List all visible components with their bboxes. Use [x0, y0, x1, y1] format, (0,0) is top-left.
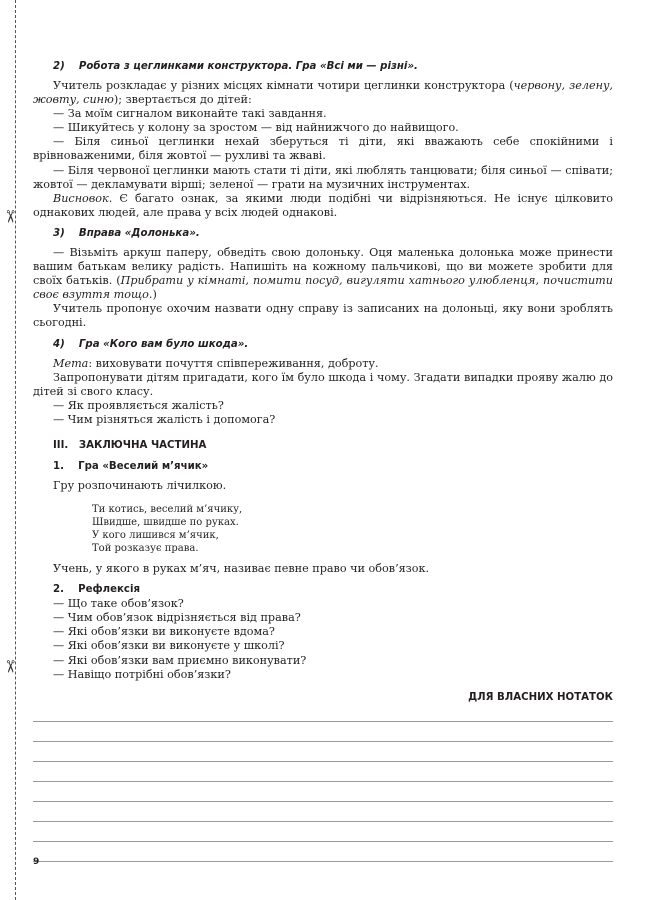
section-2-conclusion — [33, 192, 613, 220]
game-intro: Гру розпочинають лічилкою. — [53, 478, 227, 492]
page-content — [33, 60, 613, 881]
section-2-intro — [33, 79, 613, 107]
reflection-heading: 2. Рефлексія — [53, 584, 140, 596]
scissors-icon: ✂ — [0, 659, 20, 674]
section-4-text: Запропонувати дітям пригадати, кого їм було шкода і чому. Згадати випадки прояву жалю до дітей зі свого класу. — [33, 370, 613, 398]
page-number: 9 — [33, 857, 40, 867]
part-3-heading: III. ЗАКЛЮЧНА ЧАСТИНА — [53, 439, 207, 451]
section-4-question: — Чим різняться жалість і допомога? — [53, 412, 276, 426]
section-2-line: — Шикуйтесь у колону за зростом — від найнижчого до найвищого. — [53, 121, 459, 135]
poem-line: Швидше, швидше по руках. — [92, 517, 239, 529]
note-line[interactable] — [33, 761, 613, 762]
reflection-question: — Що таке обов’язок? — [53, 597, 184, 611]
notes-title: ДЛЯ ВЛАСНИХ НОТАТОК — [468, 691, 613, 703]
section-4-heading: 4) Гра «Кого вам було шкода». — [53, 338, 249, 350]
section-2-line: — Біля червоної цеглинки мають стати ті діти, які люблять танцювати; біля синьої — співати; жовтої — декламувати вірші; зеленої — грати на музичних інструментах. — [33, 163, 613, 191]
poem-line: У кого лишився м’ячик, — [92, 530, 219, 542]
cut-line — [15, 0, 16, 900]
note-line[interactable] — [33, 781, 613, 782]
note-line[interactable] — [33, 801, 613, 802]
intro-colors: червону, зелену, жовту, синю — [33, 79, 613, 107]
note-line[interactable] — [33, 861, 613, 862]
note-line[interactable] — [33, 821, 613, 822]
reflection-question: — Які обов’язки ви виконуєте у школі? — [53, 639, 285, 653]
section-3-examples: Прибрати у кімнаті, помити посуд, вигуляти хатнього улюбленця, почистити своє взуття тощо. — [33, 274, 613, 302]
section-3-instruction: — Візьміть аркуш паперу, обведіть свою долоньку. Оця маленька долонька може принести вашим батькам велику радість. Напишіть на кожному пальчикові, що ви можете зробити для своїх батьків. ( — [33, 245, 613, 288]
conclusion-label: Висновок — [53, 191, 109, 205]
note-line[interactable] — [33, 841, 613, 842]
reflection-question: — Які обов’язки вам приємно виконувати? — [53, 653, 307, 667]
section-3-text — [33, 246, 613, 302]
reflection-question: — Навіщо потрібні обов’язки? — [53, 667, 231, 681]
reflection-question: — Чим обов’язок відрізняється від права? — [53, 611, 301, 625]
reflection-question: — Які обов’язки ви виконуєте вдома? — [53, 625, 275, 639]
section-2-line: — Біля синьої цеглинки нехай зберуться ті діти, які вважають себе спокійними і врівноваженими, біля жовтої — рухливі та жваві. — [33, 135, 613, 163]
poem-line: Той розказує права. — [92, 543, 199, 555]
game-outro: Учень, у якого в руках м’яч, називає певне право чи обов’язок. — [53, 562, 430, 576]
section-3-text-2: Учитель пропонує охочим назвати одну справу із записаних на долоньці, яку вони зроблять сьогодні. — [33, 302, 613, 330]
conclusion-text: . Є багато ознак, за якими люди подібні чи відрізняються. Не існує цілковито однакових людей, але права у всіх людей однакові. — [33, 191, 613, 219]
note-line[interactable] — [33, 721, 613, 722]
section-4-goal — [33, 357, 613, 371]
notes-lines[interactable] — [33, 721, 613, 862]
intro-text-end: ); звертається до дітей: — [113, 93, 252, 107]
note-line[interactable] — [33, 741, 613, 742]
game-heading: 1. Гра «Веселий м’ячик» — [53, 460, 209, 472]
section-3-heading: 3) Вправа «Долонька». — [53, 227, 200, 239]
section-4-question: — Як проявляється жалість? — [53, 398, 224, 412]
poem — [92, 503, 613, 555]
section-3-close-paren: ) — [152, 288, 157, 302]
intro-text: Учитель розкладає у різних місцях кімнати чотири цеглинки конструктора ( — [53, 79, 514, 92]
poem-line: Ти котись, веселий м’ячику, — [92, 504, 243, 516]
scissors-icon: ✂ — [0, 209, 20, 224]
goal-label: Мета — [53, 356, 89, 370]
goal-text: : виховувати почуття співпереживання, доброту. — [88, 356, 379, 370]
section-2-heading: 2) Робота з цеглинками конструктора. Гра «Всі ми — різні». — [53, 61, 418, 72]
section-2-line: — За моїм сигналом виконайте такі завдання. — [53, 107, 327, 121]
